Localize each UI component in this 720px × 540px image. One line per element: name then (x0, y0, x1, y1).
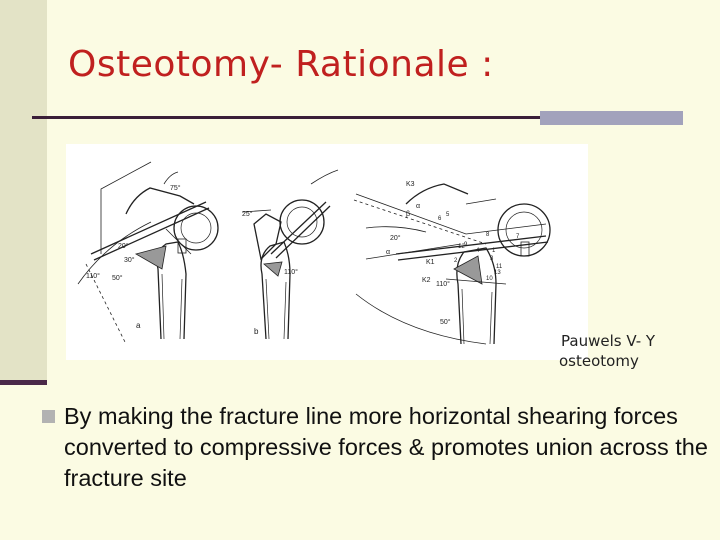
panel-a-label: a (136, 321, 141, 330)
panel-c-label-beta: β (406, 211, 411, 218)
osteotomy-diagram (66, 144, 588, 360)
square-bullet-icon (42, 410, 55, 423)
bullet-text: By making the fracture line more horizontal shearing forces converted to compressive forces & promotes union across the fracture site (64, 403, 708, 491)
slide-title: Osteotomy- Rationale : (68, 44, 494, 85)
panel-a-angle-4: 110° (86, 273, 100, 280)
title-divider-accent (540, 111, 683, 125)
panel-b-angle-2: 110° (284, 269, 298, 276)
panel-c-label-k2: K2 (422, 277, 431, 284)
caption-line-1: Pauwels V- Y (561, 332, 656, 350)
panel-c-num-4: 4 (476, 248, 480, 254)
panel-c-num-9: 9 (464, 242, 468, 248)
panel-c-num-12: 12 (458, 244, 465, 250)
panel-b (242, 170, 338, 339)
panel-b-angle-1: 25° (242, 211, 253, 218)
panel-c-num-7: 7 (516, 234, 520, 240)
caption-line-2: osteotomy (559, 352, 639, 370)
panel-c-angle-2: 110° (436, 281, 450, 288)
panel-c-angle-3: 50° (440, 319, 451, 326)
panel-c-num-8: 8 (486, 232, 490, 238)
panel-c-num-5: 5 (446, 212, 450, 218)
panel-c-angle-1: 20° (390, 235, 401, 242)
panel-c-num-11: 11 (496, 264, 503, 270)
panel-c-label-k3: K3 (406, 181, 415, 188)
panel-a (78, 162, 218, 344)
title-divider (32, 116, 540, 119)
left-accent-band-edge (0, 380, 47, 385)
panel-c-label-k1: K1 (426, 259, 435, 266)
panel-c-num-6: 6 (438, 216, 442, 222)
panel-c-label-alpha-1: α (386, 249, 391, 256)
panel-c-num-13: 13 (494, 270, 501, 276)
panel-b-label: b (254, 327, 259, 336)
panel-c-num-1: 1 (492, 248, 496, 254)
panel-c-num-2: 2 (454, 258, 458, 264)
panel-c-num-10: 10 (486, 276, 493, 282)
panel-a-angle-5: 50° (112, 275, 123, 282)
panel-a-angle-1: 75° (170, 185, 181, 192)
panel-a-angle-2: 20° (118, 243, 129, 250)
figure-caption (559, 331, 699, 371)
panel-c (354, 181, 550, 344)
panel-c-num-3: 3 (490, 256, 494, 262)
panel-c-label-alpha-2: α (416, 203, 421, 210)
left-accent-band (0, 0, 47, 383)
panel-a-angle-3: 30° (124, 257, 135, 264)
